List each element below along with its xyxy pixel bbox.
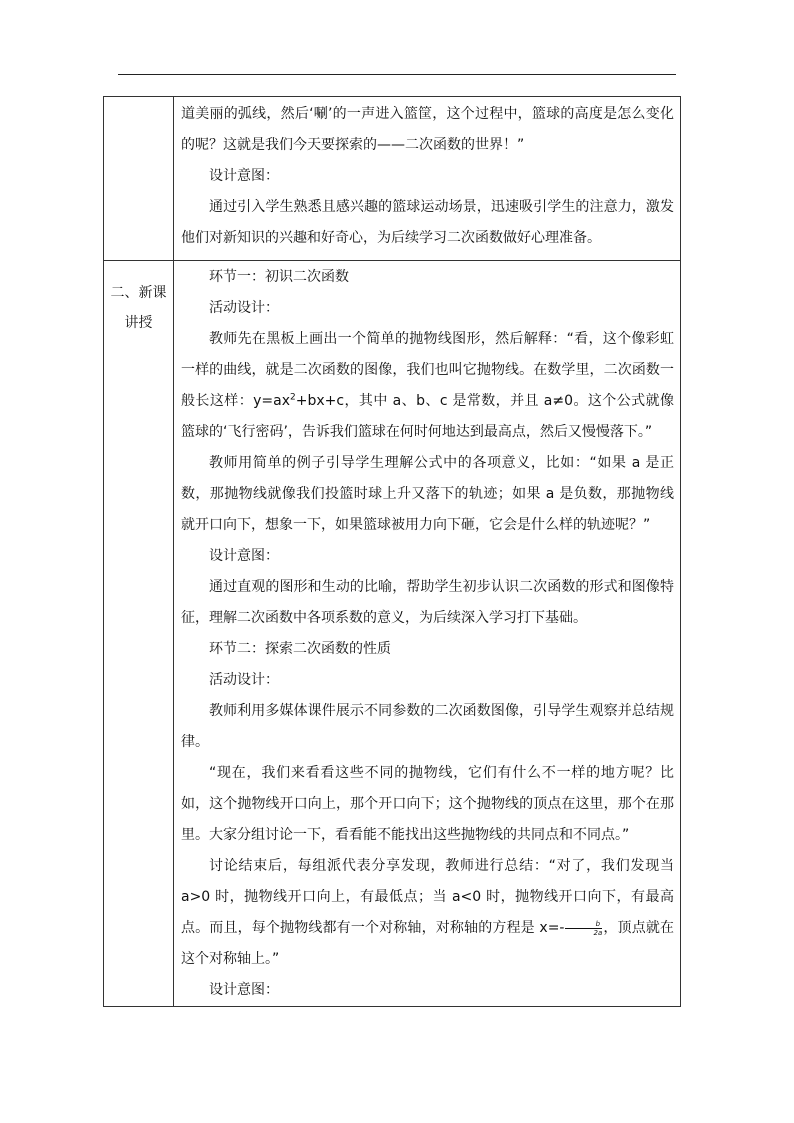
design-intent-text: 通过引入学生熟悉且感兴趣的篮球运动场景，迅速吸引学生的注意力，激发他们对新知识的兴趣和好奇心，为后续学习二次函数做好心理准备。 [181, 199, 674, 246]
design-intent-label: 设计意图： [209, 168, 279, 184]
section1-title: 环节一：初识二次函数 [209, 269, 349, 285]
intro-quote-continuation: 道美丽的弧线，然后‘唰’的一声进入篮筐，这个过程中，篮球的高度是怎么变化的呢？这就是我们今天要探索的——二次函数的世界！” [181, 106, 674, 153]
lesson-plan-table [103, 96, 681, 1007]
design-intent-label-3: 设计意图： [209, 982, 279, 998]
paragraph-parabola-intro: 教师先在黑板上画出一个简单的抛物线图形，然后解释：“看，这个像彩虹一样的曲线，就是二次函数的图像，我们也叫它抛物线。在数学里，二次函数一般长这样：$y=ax^2+bx+c$，其中 a、b、c 是常数，并且 a≠0。这个公式就像篮球的‘飞行密码’，告诉我们篮球在何时何地达到最高点，然后又慢慢落下。” [181, 331, 674, 440]
section-label-line2: 讲授 [124, 315, 153, 331]
activity-label: 活动设计： [209, 300, 279, 316]
section-label-line1: 二、新课 [110, 285, 167, 301]
design-intent-text-2: 通过直观的图形和生动的比喻，帮助学生初步认识二次函数的形式和图像特征，理解二次函数中各项系数的意义，为后续深入学习打下基础。 [181, 579, 674, 626]
intro-content-cell [174, 97, 681, 261]
empty-label-cell [104, 97, 174, 261]
paragraph-discussion: “现在，我们来看看这些不同的抛物线，它们有什么不一样的地方呢？比如，这个抛物线开口向上，那个开口向下；这个抛物线的顶点在这里，那个在那里。大家分组讨论一下，看看能不能找出这些抛物线的共同点和不同点。” [181, 765, 674, 843]
new-lesson-content-cell [174, 261, 681, 1007]
section-label-cell [104, 261, 174, 1007]
table-row-new-lesson [104, 261, 681, 1007]
header-rule [118, 74, 676, 75]
section2-title: 环节二：探索二次函数的性质 [209, 641, 391, 657]
activity-label-2: 活动设计： [209, 672, 279, 688]
design-intent-label-2: 设计意图： [209, 548, 279, 564]
paragraph-multimedia: 教师利用多媒体课件展示不同参数的二次函数图像，引导学生观察并总结规律。 [181, 703, 674, 750]
paragraph-coefficient-meaning: 教师用简单的例子引导学生理解公式中的各项意义，比如：“如果 a 是正数，那抛物线就像我们投篮时球上升又落下的轨迹；如果 a 是负数，那抛物线就开口向下，想象一下，如果篮球被用力向下砸，它会是什么样的轨迹呢？” [181, 455, 674, 533]
fraction-b-over-2a: $\frac{b}{2a}$ [565, 920, 602, 937]
paragraph-summary: 讨论结束后，每组派代表分享发现，教师进行总结：“对了，我们发现当 a>0 时，抛物线开口向上，有最低点；当 a<0 时，抛物线开口向下，有最高点。而且，每个抛物线都有一个对称轴，对称轴的方程是 x=- $\frac{b}{2a}$ ，顶点就在这个对称轴上。” [181, 858, 674, 967]
table-row-intro [104, 97, 681, 261]
